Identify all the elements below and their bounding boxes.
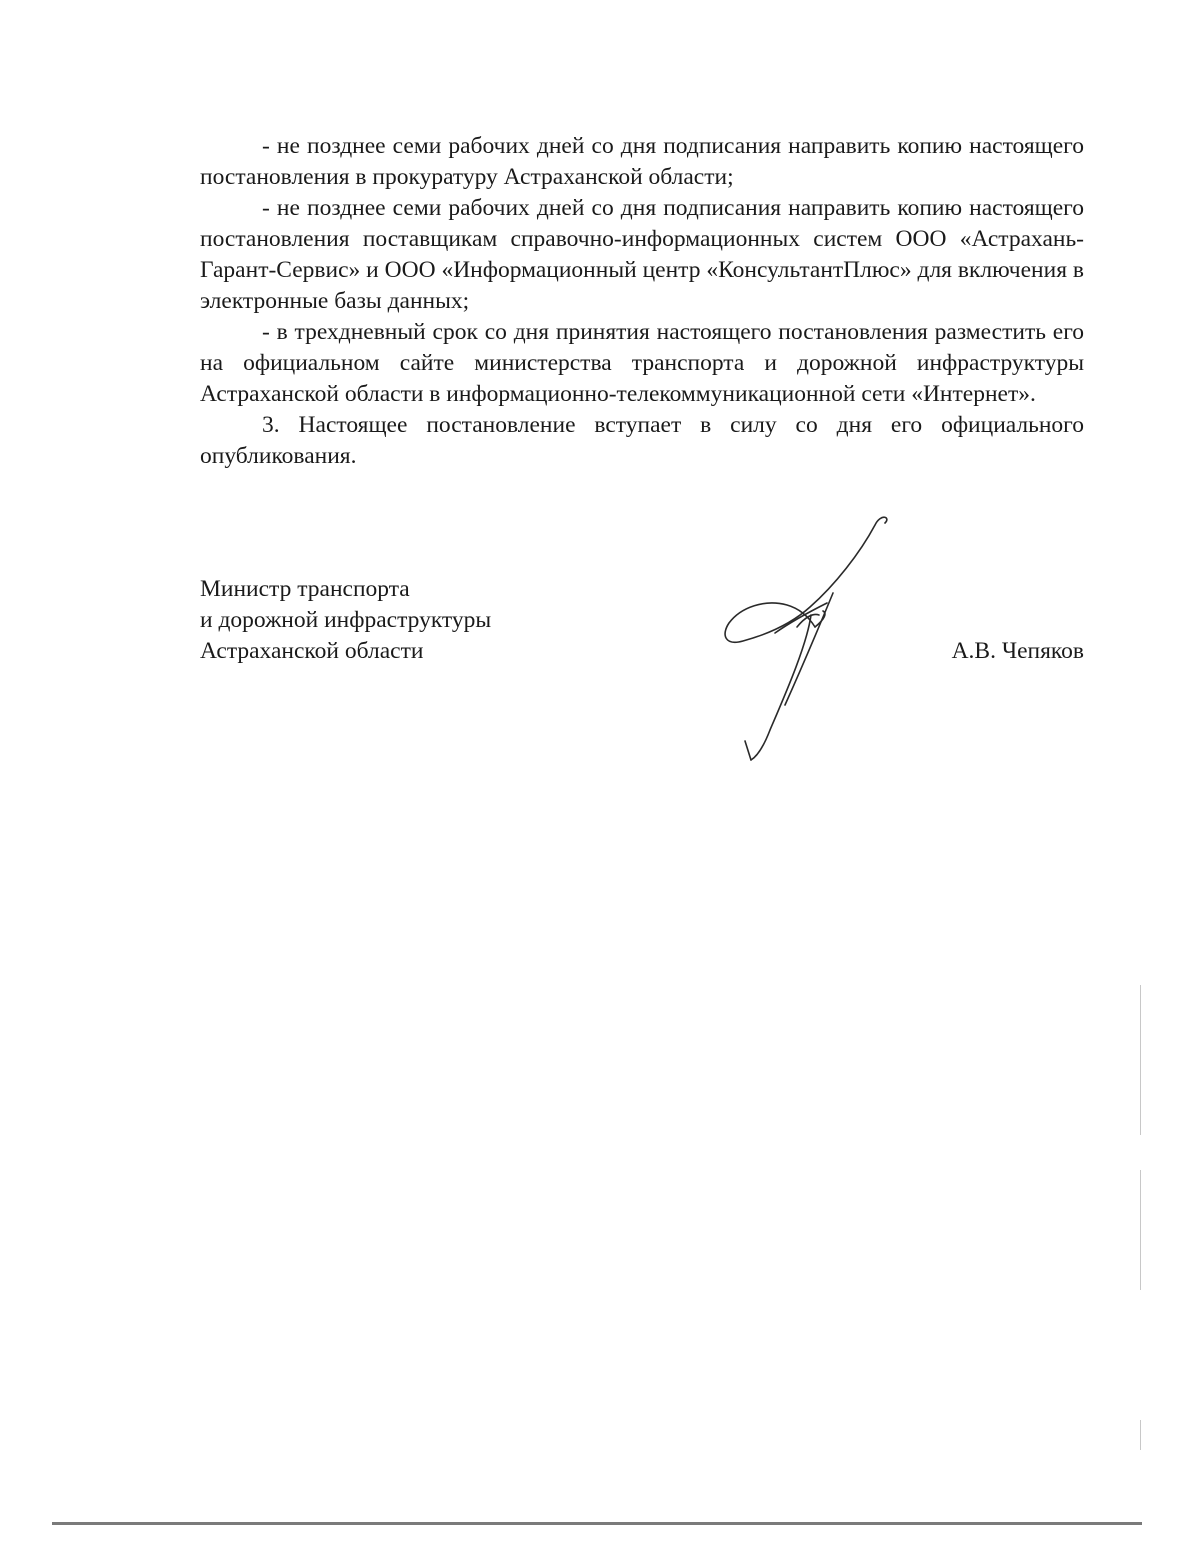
bottom-rule	[52, 1522, 1142, 1525]
scan-margin-mark	[1140, 1420, 1141, 1450]
paragraph-legal-systems-copy: - не позднее семи рабочих дней со дня подписания направить копию настоящего постановления поставщикам справочно-информационных систем ООО «Астрахань-Гарант-Сервис» и ООО «Информационный центр «КонсультантПлюс» для включения в электронные базы данных;	[200, 195, 1084, 314]
paragraph-website-publication: - в трехдневный срок со дня принятия настоящего постановления разместить его на официальном сайте министерства транспорта и дорожной инфраструктуры Астраханской области в информационно-телекоммуникационной сети «Интернет».	[200, 319, 1084, 407]
position-line: и дорожной инфраструктуры	[200, 607, 492, 633]
signatory-name: А.В. Чепяков	[951, 638, 1084, 664]
position-line: Министр транспорта	[200, 576, 410, 602]
handwritten-signature	[715, 515, 895, 765]
paragraph-prosecutor-copy: - не позднее семи рабочих дней со дня подписания направить копию настоящего постановления в прокуратуру Астраханской области;	[200, 133, 1084, 190]
scan-margin-mark	[1140, 985, 1141, 1135]
signatory-position	[200, 574, 491, 667]
paragraph-effective-date: 3. Настоящее постановление вступает в силу со дня его официального опубликования.	[200, 412, 1084, 469]
position-line: Астраханской области	[200, 638, 424, 664]
signature-block	[200, 574, 1084, 674]
document-body	[200, 131, 1084, 472]
scan-margin-mark	[1140, 1170, 1141, 1290]
